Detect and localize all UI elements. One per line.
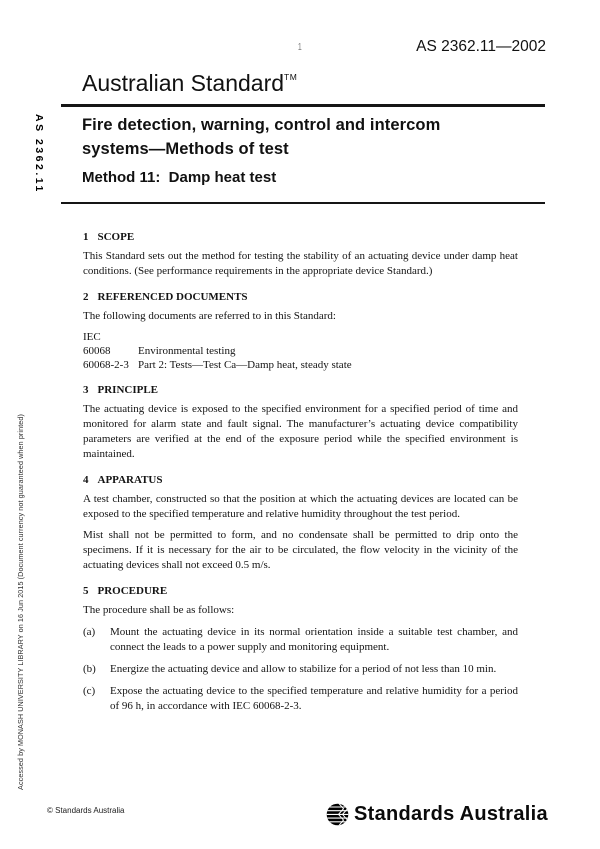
procedure-intro-paragraph: The procedure shall be as follows: bbox=[83, 604, 235, 616]
footer-logo-text: Standards Australia bbox=[354, 803, 548, 825]
procedure-step-a bbox=[83, 625, 518, 655]
procedure-step-c bbox=[83, 684, 518, 714]
document-body bbox=[83, 231, 518, 714]
procedure-step-label: (a) bbox=[83, 626, 96, 638]
footer-copyright: © Standards Australia bbox=[47, 806, 125, 815]
section-title: APPARATUS bbox=[97, 474, 163, 486]
apparatus-paragraph-2: Mist shall not be permitted to form, and no condensate shall be permitted to drip onto the specimens. If it is necessary for the air to be circulated, the flow velocity in the vicinity of the actuating devices shall not exceed 0.5 m/s. bbox=[83, 529, 518, 571]
referenced-intro-paragraph: The following documents are referred to in this Standard: bbox=[83, 310, 336, 322]
referenced-document-row bbox=[83, 358, 518, 372]
scope-paragraph: This Standard sets out the method for testing the stability of an actuating device under damp heat conditions. (See performance requirements in the appropriate device Standard.) bbox=[83, 250, 518, 277]
trademark-symbol: TM bbox=[284, 72, 298, 82]
referenced-documents-list bbox=[83, 330, 518, 372]
standards-australia-globe-icon bbox=[326, 803, 349, 826]
section-heading-apparatus bbox=[83, 474, 518, 487]
referenced-document-title: Environmental testing bbox=[138, 345, 236, 357]
procedure-step-label: (c) bbox=[83, 685, 96, 697]
footer-logo bbox=[326, 803, 548, 826]
referenced-document-code: 60068 bbox=[83, 345, 111, 357]
procedure-step-text: Expose the actuating device to the specified temperature and relative humidity for a period of 96 h, in accordance with IEC 60068-2-3. bbox=[110, 685, 518, 712]
procedure-step-b bbox=[83, 662, 518, 677]
section-number: 3 bbox=[83, 384, 89, 396]
procedure-step-text: Energize the actuating device and allow to stabilize for a period of not less than 10 min. bbox=[110, 663, 497, 675]
referenced-document-row bbox=[83, 344, 518, 358]
header-divider-top bbox=[61, 104, 545, 107]
referenced-document-code: IEC bbox=[83, 331, 101, 343]
section-title: PROCEDURE bbox=[97, 585, 168, 597]
header-divider-bottom bbox=[61, 202, 545, 204]
section-number: 2 bbox=[83, 291, 89, 303]
procedure-step-label: (b) bbox=[83, 663, 96, 675]
referenced-document-title bbox=[138, 330, 518, 344]
section-number: 4 bbox=[83, 474, 89, 486]
referenced-document-title: Part 2: Tests—Test Ca—Damp heat, steady state bbox=[138, 359, 352, 371]
brand-title bbox=[82, 72, 297, 95]
section-title: REFERENCED DOCUMENTS bbox=[97, 291, 248, 303]
section-heading-scope bbox=[83, 231, 518, 244]
brand-title-text: Australian Standard bbox=[82, 70, 285, 96]
procedure-step-text: Mount the actuating device in its normal orientation inside a suitable test chamber, and connect the leads to a power supply and monitoring equipment. bbox=[110, 626, 518, 653]
spine-doc-code: AS 2362.11 bbox=[33, 114, 45, 194]
section-number: 1 bbox=[83, 231, 89, 243]
referenced-document-row bbox=[83, 330, 518, 344]
section-title: PRINCIPLE bbox=[97, 384, 159, 396]
section-heading-procedure bbox=[83, 585, 518, 598]
apparatus-paragraph-1: A test chamber, constructed so that the position at which the actuating devices are located can be exposed to the specified temperature and relative humidity throughout the test period. bbox=[83, 493, 518, 520]
document-subtitle: Method 11: Damp heat test bbox=[82, 169, 277, 186]
section-title: SCOPE bbox=[97, 231, 135, 243]
doc-number: AS 2362.11—2002 bbox=[416, 38, 546, 55]
spine-access-note: Accessed by MONASH UNIVERSITY LIBRARY on 16 Jun 2015 (Document currency not guaranteed when printed) bbox=[16, 414, 25, 790]
section-heading-referenced-documents bbox=[83, 291, 518, 304]
document-title: Fire detection, warning, control and intercom systems—Methods of test bbox=[82, 116, 441, 158]
page-number: 1 bbox=[297, 42, 302, 53]
section-heading-principle bbox=[83, 384, 518, 397]
principle-paragraph: The actuating device is exposed to the specified environment for a specified period of time and monitored for alarm state and fault signal. The manufacturer’s actuating device compatibility parameters are verified at the end of the exposure period while the specified environment is maintained. bbox=[83, 403, 518, 460]
section-number: 5 bbox=[83, 585, 89, 597]
referenced-document-code: 60068-2-3 bbox=[83, 359, 129, 371]
